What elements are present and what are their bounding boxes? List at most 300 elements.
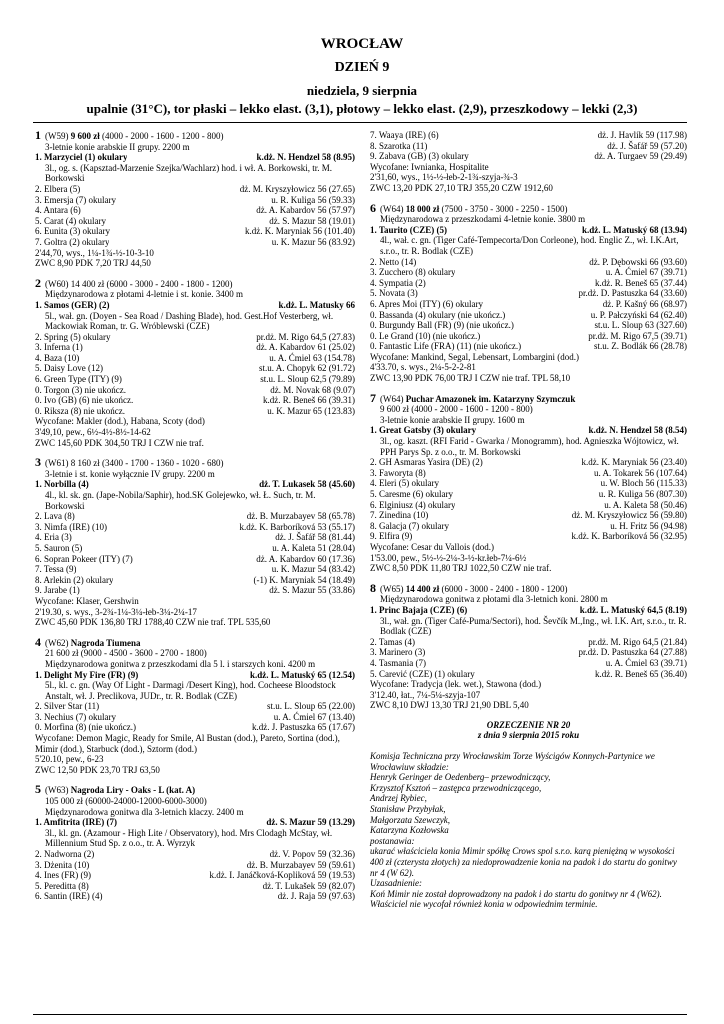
result-row xyxy=(35,585,355,596)
race-header xyxy=(35,457,355,469)
result-row xyxy=(35,564,355,575)
jockey-info: dż. A. Turgaev 59 (29.49) xyxy=(594,151,687,162)
horse-name: 1. Marzyciel (1) okulary xyxy=(35,152,128,163)
race-prize-split: (6000 - 3000 - 2400 - 1800 - 1200) xyxy=(439,583,568,594)
result-row xyxy=(35,395,355,406)
result-row xyxy=(35,332,355,343)
race-conditions: Międzynarodowa z przeszkodami 4-letnie konie. 3800 m xyxy=(380,214,586,225)
result-row xyxy=(370,647,687,658)
result-row xyxy=(35,353,355,364)
horse-name: 5. Novata (3) xyxy=(370,288,418,299)
jockey-info: dż. J. Šafář 59 (57.20) xyxy=(607,140,687,151)
jockey-info: dż. M. Kryszyłowicz 56 (59.80) xyxy=(571,510,687,521)
horse-name: 6. Santin (IRE) (4) xyxy=(35,891,103,902)
ruling-line: postanawia: xyxy=(370,835,415,846)
result-row xyxy=(35,511,355,522)
race-summary: Wycofane: Demon Magic, Ready for Smile, Al Bustan (dod.), Pareto, Sortina (dod.), Mimir (dod.), Starbuck (dod.), Sztorm (dod.) xyxy=(35,733,340,754)
result-row xyxy=(35,226,355,237)
race-header xyxy=(370,390,687,405)
horse-name: 4. Eria (3) xyxy=(35,532,72,543)
horse-name: 0. Ivo (GB) (6) nie ukończ. xyxy=(35,395,134,406)
horse-name: 0. Torgon (3) nie ukończ. xyxy=(35,384,127,395)
result-row xyxy=(35,722,355,733)
pedigree-line: 5l., wał. gn. (Doyen - Sea Road / Dashing Blade), hod. Gest.Hof Vesterberg, wł. Mackowiak Roman, tr. G. Wróblewski (CZE) xyxy=(45,310,334,332)
race-prize: Nagroda Liry - Oaks - L (kat. A) xyxy=(70,785,196,796)
result-row xyxy=(35,860,355,871)
horse-name: 4. Baza (10) xyxy=(35,352,80,363)
race-conditions: Międzynarodowa gonitwa z płotami dla 3-letnich koni. 2800 m xyxy=(380,594,608,605)
horse-name: 6. Sopran Pokeer (ITY) (7) xyxy=(35,553,133,564)
result-row xyxy=(370,288,687,299)
jockey-info: k.dż. R. Beneš 66 (39.31) xyxy=(263,395,355,406)
race-block xyxy=(370,200,687,384)
jockey-info: u. W. Bloch 56 (115.33) xyxy=(600,478,687,489)
jockey-info: st.u. L. Sloup 63 (327.60) xyxy=(594,320,687,331)
jockey-info: dż. V. Popov 59 (32.36) xyxy=(269,849,355,859)
jockey-info: pr.dż. D. Pastuszka 64 (27.88) xyxy=(578,647,687,658)
left-column xyxy=(35,130,355,911)
horse-name: 7. Waaya (IRE) (6) xyxy=(370,130,439,140)
result-row xyxy=(370,257,687,268)
horse-name: 1. Taurito (CZE) (5) xyxy=(370,224,448,235)
ruling-date: z dnia 9 sierpnia 2015 roku xyxy=(477,730,580,741)
jockey-info: dż. P. Dębowski 66 (93.60) xyxy=(589,256,687,267)
horse-name: 2. Spring (5) okulary xyxy=(35,331,111,342)
jockey-info: u. A. Ćmiel 63 (154.78) xyxy=(269,352,355,363)
horse-name: 0. Riksza (8) nie ukończ. xyxy=(35,405,125,416)
jockey-info: u. A. Kaleta 58 (50.46) xyxy=(604,499,687,510)
race-block xyxy=(35,275,355,449)
header-rule xyxy=(33,122,687,123)
jockey-info: k.dż. K. Maryniak 56 (23.40) xyxy=(581,457,687,468)
horse-name: 9. Jarabe (1) xyxy=(35,585,80,596)
horse-name: 1. Delight My Fire (FR) (9) xyxy=(35,669,139,680)
race-conditions: Międzynarodowa gonitwa z przeszkodami dla 5 l. i starszych koni. 4200 m xyxy=(45,658,316,669)
race-summary: ZWC 13,20 PDK 27,10 TRJ 355,20 CZW 1912,60 xyxy=(370,182,553,193)
race-summary: Wycofane: Iwnianka, Hospitalite xyxy=(370,161,489,172)
result-row xyxy=(35,385,355,396)
jockey-info: dż. S. Mazur 59 (13.29) xyxy=(266,817,355,828)
race-code: (W62) xyxy=(45,637,71,648)
pedigree-line: 5l., kl. c. gn. (Way Of Light - Darmagi /Desert King), hod. Cocheese Bloodstock Anstalt, wł. J. Preclikova, JUDr., tr. R. Bodlak (CZE) xyxy=(45,680,336,701)
result-row xyxy=(370,637,687,648)
horse-name: 8. Galacja (7) okulary xyxy=(370,520,449,531)
race-summary: 1'53.00, pew., 5½-½-2¼-3-½-kr.łeb-7¼-6½ xyxy=(370,552,527,563)
pedigree-line: 3l., wał. gn. (Tiger Café-Puma/Sectori), hod. Ševčík M.,Ing., wł. I.K. Art, s.r.o., tr. R. Bodlak (CZE) xyxy=(380,615,687,637)
horse-name: 3. Dżenita (10) xyxy=(35,859,90,870)
horse-name: 6. Apres Moi (ITY) (6) okulary xyxy=(370,298,483,309)
horse-name: 3. Nechius (7) okulary xyxy=(35,711,116,722)
horse-name: 1. Princ Bajaja (CZE) (6) xyxy=(370,604,468,615)
jockey-info: dż. T. Lukasek 58 (45.60) xyxy=(259,479,355,490)
horse-name: 8. Arlekin (2) okulary xyxy=(35,574,114,585)
jockey-info: k.dż. L. Matusky 66 xyxy=(278,299,355,310)
jockey-info: k.dż. K. Barboríková 53 (55.17) xyxy=(239,521,355,532)
result-row xyxy=(370,320,687,331)
race-heading xyxy=(380,584,687,595)
race-prize: 14 400 zł xyxy=(405,583,440,594)
jockey-info: k.dż. J. Pastuszka 65 (17.67) xyxy=(252,722,355,733)
jockey-info: k.dż. K. Maryniak 56 (101.40) xyxy=(245,226,355,237)
result-row xyxy=(35,184,355,195)
result-row xyxy=(35,817,355,828)
jockey-info: u. A. Ćmiel 67 (39.71) xyxy=(605,267,687,278)
horse-name: 2. Netto (14) xyxy=(370,256,417,267)
jockey-info: k.dż. L. Matuský 68 (13.94) xyxy=(581,224,687,235)
result-row xyxy=(370,151,687,162)
jockey-info: dż. B. Murzabayev 58 (65.78) xyxy=(246,511,355,522)
race-number: 8 xyxy=(370,580,376,595)
result-row xyxy=(370,299,687,310)
race-code: (W65) xyxy=(380,583,406,594)
horse-name: 0. Fantastic Life (FRA) (11) (nie ukończ.) xyxy=(370,341,522,352)
horse-name: 2. Nadworna (2) xyxy=(35,849,95,859)
jockey-info: u. R. Kuliga 56 (59.33) xyxy=(271,194,355,205)
race-conditions: 3-letnie i st. konie wyłącznie IV grupy. 2200 m xyxy=(45,468,215,479)
pedigree-line: 3l., og. s. (Kapsztad-Marzenie Szejka/Wachlarz) hod. i wł. A. Borkowski, tr. M. Borkowski xyxy=(45,162,332,184)
horse-name: 6. Green Type (ITY) (9) xyxy=(35,374,122,385)
jockey-info: u. K. Mazur 54 (83.42) xyxy=(271,564,355,575)
race-number: 1 xyxy=(35,128,41,142)
jockey-info: k.dż. N. Hendzel 58 (8.95) xyxy=(256,152,355,163)
ruling-line: Komisja Techniczna przy Wrocławskim Torze Wyścigów Konnych-Partynice we Wrocławiuw składzie: xyxy=(370,751,655,772)
race-number: 3 xyxy=(35,455,41,470)
race-header xyxy=(35,784,355,796)
result-row xyxy=(35,849,355,860)
horse-name: 2. GH Asmaras Yasira (DE) (2) xyxy=(370,457,483,468)
race-heading xyxy=(45,131,355,142)
race-header xyxy=(35,275,355,290)
ruling-line: Koń Mimir nie został doprowadzony na padok i do startu do gonitwy nr 4 (W62). Właściciel nie wycofał również konia w odpowiednim terminie. xyxy=(370,888,662,910)
jockey-info: k.dż. K. Barboríková 56 (32.95) xyxy=(571,531,687,542)
race-summary: ZWC 45,60 PDK 136,80 TRJ 1788,40 CZW nie traf. TPL 535,60 xyxy=(35,617,271,628)
horse-name: 1. Norbilla (4) xyxy=(35,479,89,490)
race-summary: ZWC 8,90 PDK 7,20 TRJ 44,50 xyxy=(35,258,151,269)
jockey-info: dż. J. Šafář 58 (81.44) xyxy=(275,532,355,543)
jockey-info: dż. B. Murzabayev 59 (59.61) xyxy=(246,859,355,870)
horse-name: 1. Samos (GER) (2) xyxy=(35,299,110,310)
ruling-line: ukarać właściciela konia Mimir spółkę Crows spol s.r.o. karą pieniężną w wysokości 400 zł (czterysta złotych) za niedoprowadzenie konia na padok i do startu do gonitwy nr 4 (W 62). xyxy=(370,846,677,878)
race-conditions: 9 600 zł (4000 - 2000 - 1600 - 1200 - 800) xyxy=(380,404,533,415)
race-summary: Wycofane: Tradycja (lek. wet.), Stawona (dod.) xyxy=(370,679,542,690)
horse-name: 9. Zabava (GB) (3) okulary xyxy=(370,151,469,162)
result-row xyxy=(370,478,687,489)
ruling-body xyxy=(370,751,687,910)
race-code: (W64) xyxy=(380,393,406,404)
jockey-info: st.u. A. Chopyk 62 (91.72) xyxy=(258,363,355,374)
result-row xyxy=(370,605,687,616)
horse-name: 7. Goltra (2) okulary xyxy=(35,236,110,247)
jockey-info: u. H. Fritz 56 (94.98) xyxy=(610,520,687,531)
race-summary: 2'31,60, wys., 1½-½-łeb-2-1¾-szyja-¾-3 xyxy=(370,172,518,183)
result-row xyxy=(370,310,687,321)
race-header xyxy=(370,200,687,215)
ruling-line: Henryk Geringer de Oedenberg– przewodniczący, xyxy=(370,772,551,783)
result-row xyxy=(35,406,355,417)
horse-name: 3. Zucchero (8) okulary xyxy=(370,267,456,278)
horse-name: 7. Zinedina (10) xyxy=(370,510,429,521)
jockey-info: u. P. Pałczyński 64 (62.40) xyxy=(590,309,687,320)
race-prize: Puchar Amazonek im. Katarzyny Szymczuk xyxy=(405,393,576,404)
horse-name: 0. Burgundy Ball (FR) (9) (nie ukończ.) xyxy=(370,320,514,331)
result-row xyxy=(35,300,355,311)
jockey-info: dż. A. Kabardov 56 (57.97) xyxy=(256,205,355,216)
race-code: (W60) 14 400 zł (6000 - 3000 - 2400 - 1800 - 1200) xyxy=(45,278,233,289)
result-row xyxy=(35,575,355,586)
jockey-info: pr.dż. M. Rigo 67,5 (39.71) xyxy=(588,330,687,341)
result-row xyxy=(35,532,355,543)
result-row xyxy=(370,669,687,680)
jockey-info: k.dż. R. Beneš 65 (36.40) xyxy=(595,668,687,679)
jockey-info: st.u. Z. Bodlák 66 (28.78) xyxy=(594,341,687,352)
race-block-continued xyxy=(370,130,687,194)
jockey-info: dż. T. Lukašek 59 (82.07) xyxy=(262,880,355,891)
jockey-info: k.dż. L. Matuský 64,5 (8.19) xyxy=(579,604,687,615)
pedigree-line: 4l., wał. c. gn. (Tiger Café-Tempecorta/Don Corleone), hod. Englic Z., wł. I.K.Art, s.r.o., tr. R. Bodlak (CZE) xyxy=(380,235,679,256)
jockey-info: u. R. Kuliga 56 (807.30) xyxy=(598,489,687,499)
jockey-info: k.dż. L. Matuský 65 (12.54) xyxy=(249,669,355,680)
result-row xyxy=(35,881,355,892)
result-row xyxy=(35,522,355,533)
race-code: (W61) 8 160 zł (3400 - 1700 - 1360 - 1020 - 680) xyxy=(45,458,224,469)
race-conditions: 105 000 zł (60000-24000-12000-6000-3000) xyxy=(45,796,207,807)
result-row xyxy=(35,554,355,565)
race-number: 4 xyxy=(35,634,41,649)
horse-name: 5. Carat (4) okulary xyxy=(35,215,106,226)
jockey-info: st.u. L. Sloup 65 (22.00) xyxy=(266,701,355,712)
race-prize: Nagroda Tiumena xyxy=(70,637,141,648)
jockey-info: pr.dż. M. Rigo 64,5 (27.83) xyxy=(256,331,355,342)
horse-name: 5. Caresme (6) okulary xyxy=(370,489,453,499)
horse-name: 8. Szarotka (11) xyxy=(370,140,428,151)
horse-name: 0. Morfina (8) (nie ukończ.) xyxy=(35,722,136,733)
race-summary: ZWC 13,90 PDK 76,00 TRJ I CZW nie traf. TPL 58,10 xyxy=(370,373,571,384)
result-row xyxy=(370,531,687,542)
result-row xyxy=(370,141,687,152)
jockey-info: dż. P. Kašný 66 (68.97) xyxy=(602,298,687,309)
horse-name: 3. Inferna (1) xyxy=(35,342,83,353)
result-row xyxy=(35,237,355,248)
result-row xyxy=(35,870,355,881)
race-conditions: Międzynarodowa z płotami 4-letnie i st. konie. 3400 m xyxy=(45,289,243,300)
horse-name: 9. Elfira (9) xyxy=(370,531,413,542)
race-block xyxy=(35,634,355,776)
result-row xyxy=(370,331,687,342)
result-row xyxy=(370,425,687,436)
horse-name: 4. Eleri (5) okulary xyxy=(370,478,439,489)
jockey-info: k.dż. I. Janáčková-Kopliková 59 (19.53) xyxy=(209,870,355,881)
race-number: 7 xyxy=(370,390,376,405)
result-row xyxy=(35,374,355,385)
race-summary: ZWC 12,50 PDK 23,70 TRJ 63,50 xyxy=(35,764,160,775)
pedigree-line: 3l., og. kaszt. (RFI Farid - Gwarka / Monogramm), hod. Agnieszka Wójtowicz, wł. PPH Parys Sp. z o.o., tr. M. Borkowski xyxy=(380,436,679,457)
horse-name: 2. Elbera (5) xyxy=(35,183,81,194)
horse-name: 6. Eunita (3) okulary xyxy=(35,226,110,237)
race-heading xyxy=(45,785,355,796)
ruling-title: ORZECZENIE NR 20 xyxy=(486,719,571,730)
race-conditions: 21 600 zł (9000 - 4500 - 3600 - 2700 - 1800) xyxy=(45,648,207,659)
race-summary: Wycofane: Cesar du Vallois (dod.) xyxy=(370,541,495,552)
result-row xyxy=(370,500,687,511)
race-summary: ZWC 145,60 PDK 304,50 TRJ I CZW nie traf. xyxy=(35,437,204,448)
race-header xyxy=(370,580,687,595)
race-summary: 3'12.40, łat., 7¼-5¼-szyja-107 xyxy=(370,689,481,700)
jockey-info: u. K. Mazur 56 (83.92) xyxy=(271,236,355,247)
result-row xyxy=(370,489,687,500)
result-row xyxy=(35,363,355,374)
race-header xyxy=(35,634,355,649)
horse-name: 1. Amfitrita (IRE) (7) xyxy=(35,817,117,828)
jockey-info: st.u. L. Sloup 62,5 (79.89) xyxy=(260,374,355,385)
horse-name: 3. Nimfa (IRE) (10) xyxy=(35,521,107,532)
race-prize: 9 600 zł xyxy=(70,131,100,141)
race-summary: 4'33.70, s. wys., 2¼-5-2-2-81 xyxy=(370,362,476,373)
race-heading xyxy=(380,394,687,405)
jockey-info: dż. A. Kabardov 61 (25.02) xyxy=(256,342,355,353)
result-row xyxy=(370,457,687,468)
ruling-line: Małgorzata Szewczyk, xyxy=(370,814,450,825)
race-prize-split: (4000 - 2000 - 1600 - 1200 - 800) xyxy=(99,131,224,141)
race-block xyxy=(35,130,355,269)
result-row xyxy=(370,521,687,532)
jockey-info: u. A. Ćmiel 67 (13.40) xyxy=(273,711,355,722)
race-summary: Wycofane: Klaser, Gershwin xyxy=(35,595,139,606)
horse-name: 4. Sympatia (2) xyxy=(370,277,426,288)
race-summary: Wycofane: Makler (dod.), Habana, Scoty (dod) xyxy=(35,416,205,427)
horse-name: 2. Tamas (4) xyxy=(370,636,415,647)
city-title: WROCŁAW xyxy=(320,36,404,52)
race-summary: 2'44,70, wys., 1¼-1¾-½-10-3-10 xyxy=(35,247,154,258)
pedigree-line: 3l., kl. gn. (Azamour - High Lite / Observatory), hod. Mrs Clodagh McStay, wł. Millennium Stud Sp. z o.o., tr. A. Wyrzyk xyxy=(45,827,333,849)
result-row xyxy=(370,267,687,278)
race-prize-split: (7500 - 3750 - 3000 - 2250 - 1500) xyxy=(439,203,568,214)
jockey-info: dż. M. Novak 68 (9.07) xyxy=(270,384,355,395)
result-row xyxy=(35,152,355,163)
horse-name: 5. Peredittа (8) xyxy=(35,880,89,891)
jockey-info: (-1) K. Maryniak 54 (18.49) xyxy=(253,574,355,585)
horse-name: 5. Carević (CZE) (1) okulary xyxy=(370,668,475,679)
horse-name: 2. Silver Star (11) xyxy=(35,701,100,712)
race-heading xyxy=(45,638,355,649)
horse-name: 5. Sauron (5) xyxy=(35,542,83,553)
result-row xyxy=(370,468,687,479)
ruling-line: Stanisław Przybyłak, xyxy=(370,804,446,815)
result-row xyxy=(35,216,355,227)
race-prize: 18 000 zł xyxy=(405,203,440,214)
result-row xyxy=(35,195,355,206)
horse-name: 0. Bassanda (4) okulary (nie ukończ.) xyxy=(370,309,506,320)
result-row xyxy=(370,658,687,669)
jockey-info: dż. J. Havlík 59 (117.98) xyxy=(597,130,687,140)
race-block xyxy=(35,784,355,902)
race-conditions: 3-letnie konie arabskie II grupy. 2200 m xyxy=(45,141,190,152)
race-summary: 5'20.10, pew., 6-23 xyxy=(35,754,104,765)
result-row xyxy=(35,342,355,353)
race-number: 2 xyxy=(35,275,41,290)
jockey-info: dż. S. Mazur 55 (33.86) xyxy=(269,585,355,596)
result-row xyxy=(370,225,687,236)
jockey-info: k.dż. R. Beneš 65 (37.44) xyxy=(595,277,687,288)
jockey-info: dż. J. Raja 59 (97.63) xyxy=(277,891,355,902)
race-heading xyxy=(380,204,687,215)
race-summary: ZWC 8,10 DWJ 13,30 TRJ 21,90 DBL 5,40 xyxy=(370,700,529,711)
ruling-line: Katarzyna Kozłowska xyxy=(370,825,449,836)
ruling-line: Andrzej Rybiec, xyxy=(370,793,427,804)
jockey-info: k.dż. N. Hendzel 58 (8.54) xyxy=(588,425,687,436)
track-conditions: upalnie (31°C), tor płaski – lekko elast. (3,1), płotowy – lekko elast. (2,9), przeszkodowy – lekki (2,3) xyxy=(86,101,638,116)
result-row xyxy=(35,701,355,712)
horse-name: 4. Antara (6) xyxy=(35,205,81,216)
horse-name: 0. Le Grand (10) (nie ukończ.) xyxy=(370,330,481,341)
horse-name: 4. Tasmania (7) xyxy=(370,657,426,668)
race-summary: 2'19.30, s. wys., 3-2¾-1¼-3¼-łeb-3¼-2¼-17 xyxy=(35,606,197,617)
horse-name: 7. Tessa (9) xyxy=(35,564,77,575)
jockey-info: u. A. Kaleta 51 (28.04) xyxy=(272,542,355,553)
jockey-info: pr.dż. M. Rigo 64,5 (21.84) xyxy=(588,636,687,647)
horse-name: 4. Ines (FR) (9) xyxy=(35,870,91,881)
result-row xyxy=(35,479,355,490)
jockey-info: u. A. Ćmiel 63 (39.71) xyxy=(605,657,687,668)
race-conditions: 3-letnie konie arabskie II grupy. 1600 m xyxy=(380,414,525,425)
footer-rule xyxy=(33,1014,687,1015)
race-code: (W63) xyxy=(45,785,71,796)
race-heading xyxy=(45,458,355,469)
race-summary: 3'49,10, pew., 6½-4½-8½-14-62 xyxy=(35,427,151,438)
horse-name: 5. Daisy Love (12) xyxy=(35,363,103,374)
horse-name: 1. Great Gatsby (3) okulary xyxy=(370,425,477,436)
race-number: 6 xyxy=(370,200,376,215)
race-heading xyxy=(45,279,355,290)
jockey-info: dż. S. Mazur 58 (19.01) xyxy=(269,215,355,226)
result-row xyxy=(370,130,687,141)
race-code: (W59) xyxy=(45,131,71,141)
jockey-info: u. A. Tokarek 56 (107.64) xyxy=(594,467,687,478)
race-conditions: Międzynarodowa gonitwa dla 3-letnich klaczy. 2400 m xyxy=(45,806,244,817)
race-summary: Wycofane: Mankind, Segal, Lebensart, Lombargini (dod.) xyxy=(370,351,579,362)
horse-name: 6. Elginiusz (4) okulary xyxy=(370,499,456,510)
day-title: DZIEŃ 9 xyxy=(334,60,390,75)
race-block xyxy=(370,580,687,711)
pedigree-line: 4l., kl. sk. gn. (Jape-Nobila/Saphir), hod.SK Golejewko, wł. Ł. Such, tr. M. Borkowski xyxy=(45,490,316,511)
result-row xyxy=(35,891,355,902)
jockey-info: dż. M. Kryszyłowicz 56 (27.65) xyxy=(239,183,355,194)
ruling-line: Krzysztof Ksztoń – zastępca przewodniczącego, xyxy=(370,782,542,793)
result-row xyxy=(35,543,355,554)
jockey-info: u. K. Mazur 65 (123.83) xyxy=(267,405,355,416)
jockey-info: dż. A. Kabardov 60 (17.36) xyxy=(256,553,355,564)
race-block xyxy=(35,457,355,628)
result-row xyxy=(35,670,355,681)
horse-name: 3. Marinero (3) xyxy=(370,647,426,658)
jockey-info: pr.dż. D. Pastuszka 64 (33.60) xyxy=(578,288,687,299)
result-row xyxy=(370,278,687,289)
horse-name: 2. Lava (8) xyxy=(35,511,75,522)
ruling-line: Uzasadnienie: xyxy=(370,878,422,889)
result-row xyxy=(35,205,355,216)
race-number: 5 xyxy=(35,782,41,797)
race-summary: ZWC 8,50 PDK 11,80 TRJ 1022,50 CZW nie traf. xyxy=(370,563,552,574)
race-block xyxy=(370,390,687,574)
date-title: niedziela, 9 sierpnia xyxy=(306,83,418,98)
result-row xyxy=(35,712,355,723)
right-column xyxy=(370,130,687,910)
result-row xyxy=(370,510,687,521)
race-header xyxy=(35,130,355,142)
race-code: (W64) xyxy=(380,203,406,214)
horse-name: 3. Emersja (7) okulary xyxy=(35,194,116,205)
result-row xyxy=(370,341,687,352)
horse-name: 3. Faworyta (8) xyxy=(370,467,426,478)
